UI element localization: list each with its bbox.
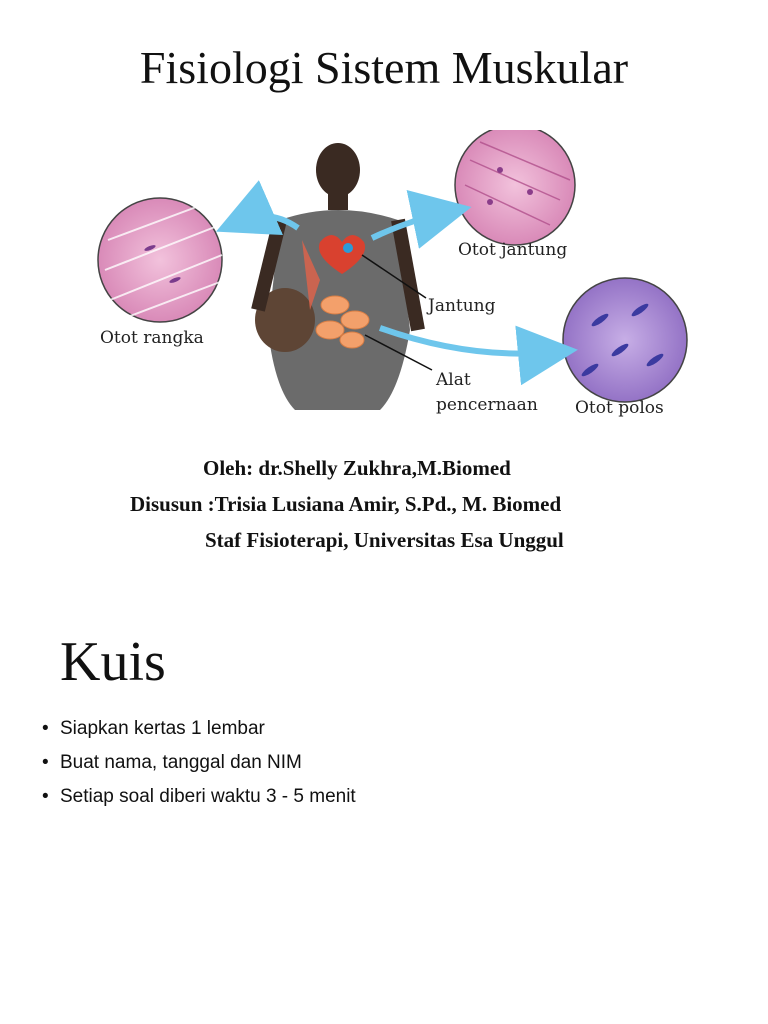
slide-title-heading: Fisiologi Sistem Muskular bbox=[139, 42, 629, 93]
slide-quiz bbox=[0, 600, 768, 1024]
label-skeletal-muscle: Otot rangka bbox=[100, 328, 204, 348]
label-smooth-muscle: Otot polos bbox=[575, 398, 664, 418]
list-item-text: Siapkan kertas 1 lembar bbox=[60, 718, 265, 739]
list-item bbox=[42, 746, 356, 780]
bullet-icon: • bbox=[42, 786, 49, 807]
label-cardiac-muscle: Otot jantung bbox=[458, 240, 568, 260]
label-digestive-2: pencernaan bbox=[436, 395, 538, 415]
muscle-illustration bbox=[80, 130, 700, 430]
quiz-instructions bbox=[42, 712, 356, 814]
label-digestive-1: Alat bbox=[436, 370, 471, 390]
credit-line-affiliation: Staf Fisioterapi, Universitas Esa Unggul bbox=[205, 528, 564, 552]
list-item bbox=[42, 780, 356, 814]
bullet-icon: • bbox=[42, 718, 49, 739]
bullet-icon: • bbox=[42, 752, 49, 773]
list-item bbox=[42, 712, 356, 746]
list-item-text: Buat nama, tanggal dan NIM bbox=[60, 752, 302, 773]
cardiac-muscle-image bbox=[455, 130, 575, 245]
credit-line-author: Oleh: dr.Shelly Zukhra,M.Biomed bbox=[203, 456, 511, 480]
label-heart: Jantung bbox=[428, 296, 496, 316]
smooth-muscle-image bbox=[563, 278, 687, 402]
list-item-text: Setiap soal diberi waktu 3 - 5 menit bbox=[60, 786, 356, 807]
skeletal-muscle-image bbox=[98, 198, 222, 322]
muscle-types-figure bbox=[80, 130, 700, 430]
quiz-heading: Kuis bbox=[60, 631, 166, 693]
credit-line-compiler: Disusun :Trisia Lusiana Amir, S.Pd., M. Biomed bbox=[130, 492, 562, 516]
